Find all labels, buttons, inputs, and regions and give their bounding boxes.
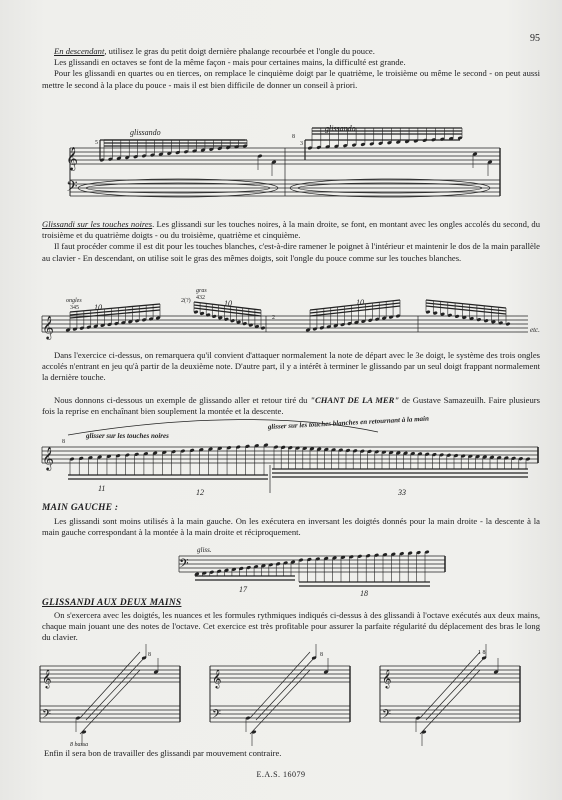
ongles-label: ongles [66,298,82,304]
bass-clef-icon: 𝄢 [212,709,222,724]
glisser-black-label: glisser sur les touches noires [86,432,169,440]
publisher-footer: E.A.S. 16079 [256,770,306,779]
group-17: 17 [239,585,247,594]
fingering-2: 2(?) [181,298,191,304]
chant-de-la-mer-paragraph [42,395,540,417]
example-2-black-keys [38,288,548,343]
octave-mark: 8 [292,134,295,140]
both-hands-paragraph [42,610,540,644]
fingering-left: 5 [95,140,98,146]
left-hand-paragraph [42,516,540,538]
treble-clef-icon: 𝄞 [42,671,52,688]
example-5-both-hands [30,648,530,748]
gliss-label: gliss. [197,546,212,554]
octave-mark-b: 8 [320,652,323,658]
octave-mark-c: 1 8 [478,650,486,656]
closing-paragraph [44,748,542,759]
black-keys-text: . Les glissandi sur les touches noires, à la main droite, se font, en montant avec les ongles accolés du second, du troisième et du quatrième doigts - ou du troisième, quatrième et cinquième. [42,219,540,241]
page-number: 95 [530,33,540,44]
octave-mark-a: 8 [148,652,151,658]
etc-label: etc. [530,326,540,334]
fingering-end: 2 [272,315,275,321]
closing-text: Enfin il sera bon de travailler des glissandi par mouvement contraire. [44,748,282,758]
black-keys-lead: Glissandi sur les touches noires [42,219,153,229]
black-keys-paragraph [42,219,540,264]
intro-line2: Les glissandi en octaves se font de la même façon - mais pour certaines mains, la difficulté est grande. [54,57,406,68]
bassa-label: 8 bassa [70,742,89,748]
mer-before: Nous donnons ci-dessous un exemple de glissando aller et retour tiré du [54,395,311,405]
glissando-label-right: glissando [325,124,356,133]
fingering-345: 345 [70,305,79,311]
glisser-white-label: glisser sur les touches blanches en retournant à la main [267,414,430,431]
exercise-note: Dans l'exercice ci-dessus, on remarquera qu'il convient d'attaquer normalement la note de départ avec le 3e doigt, le système des trois ongles accolés n'entrant en jeu qu'à partir de la deuxième note. D'autre part, il y a intérêt à terminer le glissando par un seul doigt frappant normalement la dernière touche. [42,350,540,383]
bass-clef-icon: 𝄢 [42,709,52,724]
treble-clef-icon: 𝄞 [66,148,78,170]
glissando-label-left: glissando [130,128,161,137]
treble-clef-icon: 𝄞 [212,671,222,688]
group-11: 11 [98,484,106,493]
example-1-glissando [60,118,520,218]
left-hand-heading: MAIN GAUCHE : [42,503,119,513]
mer-title: "CHANT DE LA MER" [310,395,400,405]
group-33: 33 [398,488,406,497]
intro-line3: Pour les glissandi en quartes ou en tierces, on remplace le cinquième doigt par le quatrième, le troisième ou même le second - on peut aussi mettre le second à la place du pouce - mais il est bien difficile de donner un conseil à priori. [42,68,540,90]
mer-after: de Gustave Samazeuilh. Faire plusieurs fois la reprise en enchaînant bien souplement la montée et la descente. [42,395,540,417]
fingering-right: 3 [300,141,303,147]
treble-clef-icon: 𝄞 [42,448,54,470]
fingering-432: 432 [196,295,205,301]
bass-clef-icon: 𝄢 [382,709,392,724]
both-hands-text: On s'exercera avec les doigtés, les nuances et les formules rythmiques indiqués ci-dessus à des glissandi à l'octave exécutés aux deux mains, chaque main jouant une des notes de l'octave. Cet exercice est très profitable pour assurer la parfaite régularité du déplacement des bras le long du clavier. [42,610,540,643]
both-hands-heading: GLISSANDI AUX DEUX MAINS [42,598,182,608]
octave-mark: 8 [62,439,65,445]
group-10c: 10 [356,298,364,307]
example-3-chant-de-la-mer [38,414,548,502]
group-10a: 10 [94,303,102,312]
black-keys-para2: Il faut procéder comme il est dit pour les touches blanches, c'est-à-dire ramener le poignet à l'intérieur et maintenir le dos de la main parallèle au clavier - En descendant, on utilise soit le gras des mêmes doigts, soit l'ongle du pouce comme sur les touches blanches. [42,241,540,263]
exercise-note-paragraph [42,350,540,384]
gras-label: gras [196,288,207,294]
left-hand-text: Les glissandi sont moins utilisés à la main gauche. On les exécutera en inversant les doigtés donnés pour la main droite - la descente à la main gauche correspondant à la montée à la main droite et réciproquement. [42,516,540,538]
group-12: 12 [196,488,204,497]
intro-paragraph [42,46,540,91]
intro-line1: , utilisez le gras du petit doigt dernière phalange recourbée et l'ongle du pouce. [104,46,375,56]
treble-clef-icon: 𝄞 [42,317,54,339]
group-18: 18 [360,589,368,598]
example-4-left-hand [175,540,455,600]
intro-lead: En descendant [54,46,105,56]
group-10b: 10 [224,299,232,308]
bass-clef-icon: 𝄢 [179,558,189,574]
treble-clef-icon: 𝄞 [382,671,392,688]
bass-clef-icon: 𝄢 [66,178,78,198]
